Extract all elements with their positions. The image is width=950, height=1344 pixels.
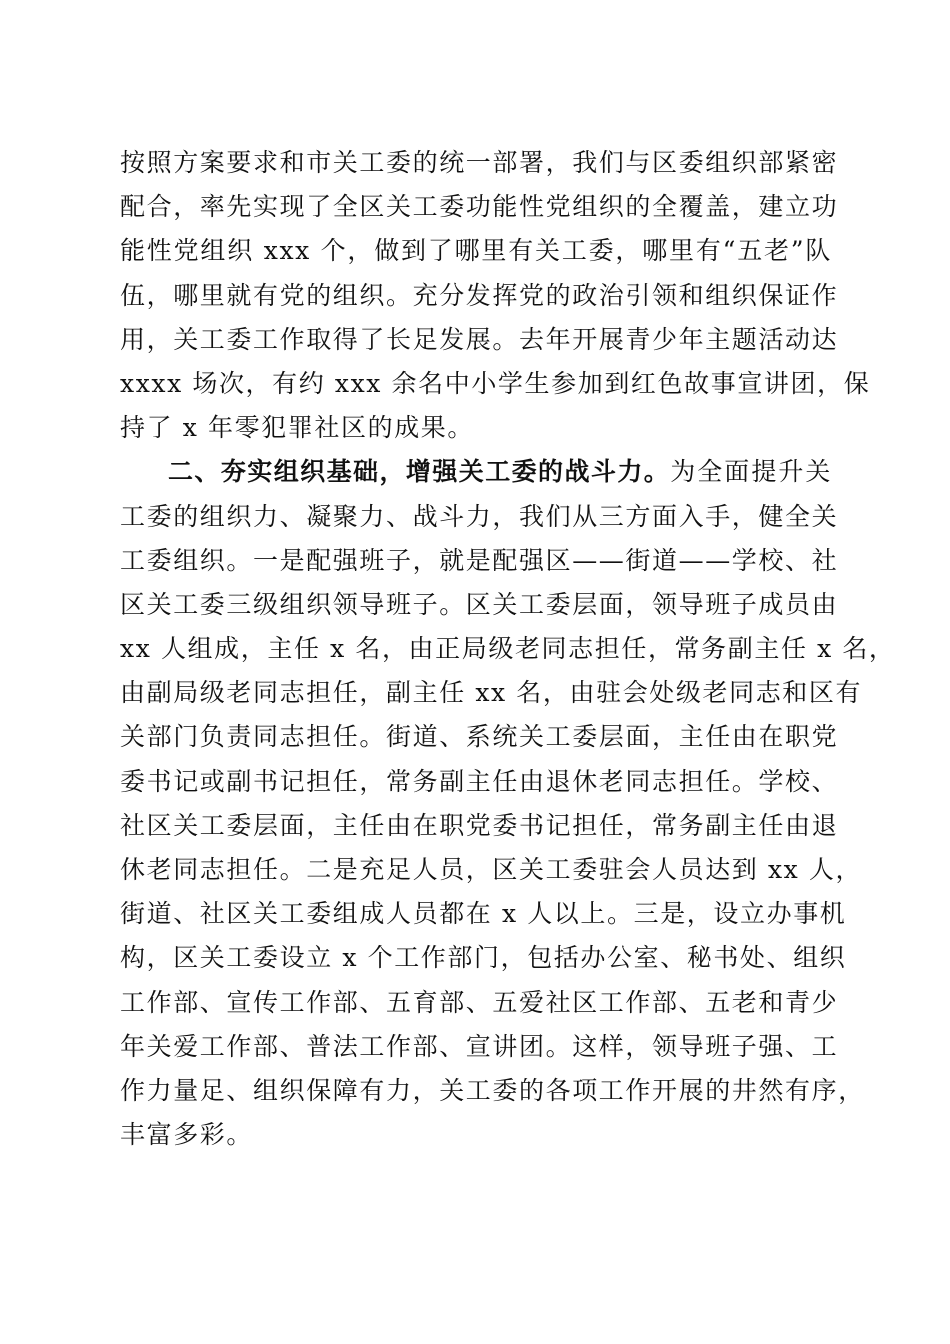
paragraph-2-line: 构，区关工委设立 x 个工作部门，包括办公室、秘书处、组织 (120, 943, 847, 973)
paragraph-2-first-line (120, 450, 832, 494)
paragraph-2-line: 关部门负责同志担任。街道、系统关工委层面，主任由在职党 (120, 722, 839, 752)
paragraph-2-line: 年关爱工作部、普法工作部、宣讲团。这样，领导班子强、工 (120, 1031, 839, 1061)
paragraph-1-line: 能性党组织 xxx 个，做到了哪里有关工委，哪里有“五老”队 (120, 236, 832, 266)
paragraph-2-first-line-text: 为全面提升关 (670, 457, 832, 487)
paragraph-2-line: 由副局级老同志担任，副主任 xx 名，由驻会处级老同志和区有 (120, 678, 863, 708)
document-body (120, 141, 896, 1157)
paragraph-2-line: 社区关工委层面，主任由在职党委书记担任，常务副主任由退 (120, 810, 839, 840)
paragraph-2-line: 工委的组织力、凝聚力、战斗力，我们从三方面入手，健全关 (120, 501, 839, 531)
paragraph-2-line: 工委组织。一是配强班子，就是配强区——街道——学校、社 (120, 545, 839, 575)
paragraph-2-line: 工作部、宣传工作部、五育部、五爱社区工作部、五老和青少 (120, 987, 839, 1017)
paragraph-1-line: 按照方案要求和市关工委的统一部署，我们与区委组织部紧密 (120, 148, 839, 177)
section-heading: 二、夯实组织基础，增强关工委的战斗力。 (168, 457, 671, 487)
paragraph-1-line: 持了 x 年零犯罪社区的成果。 (120, 413, 474, 443)
paragraph-1-line: 用，关工委工作取得了长足发展。去年开展青少年主题活动达 (120, 324, 839, 354)
paragraph-2-line: 区关工委三级组织领导班子。区关工委层面，领导班子成员由 (120, 589, 839, 619)
paragraph-2-line: 委书记或副书记担任，常务副主任由退休老同志担任。学校、 (120, 766, 839, 796)
paragraph-1-line: xxxx 场次，有约 xxx 余名中小学生参加到红色故事宣讲团，保 (120, 368, 871, 398)
paragraph-1-line: 配合，率先实现了全区关工委功能性党组织的全覆盖，建立功 (120, 192, 839, 222)
paragraph-2-line: 作力量足、组织保障有力，关工委的各项工作开展的井然有序， (120, 1075, 865, 1105)
paragraph-2-line: 休老同志担任。二是充足人员，区关工委驻会人员达到 xx 人， (120, 855, 863, 884)
paragraph-2-line: xx 人组成，主任 x 名，由正局级老同志担任，常务副主任 x 名， (120, 634, 896, 664)
paragraph-2-line: 街道、社区关工委组成人员都在 x 人以上。三是，设立办事机 (120, 899, 847, 929)
paragraph-1-line: 伍，哪里就有党的组织。充分发挥党的政治引领和组织保证作 (120, 280, 839, 310)
paragraph-2-line: 丰富多彩。 (120, 1120, 254, 1150)
